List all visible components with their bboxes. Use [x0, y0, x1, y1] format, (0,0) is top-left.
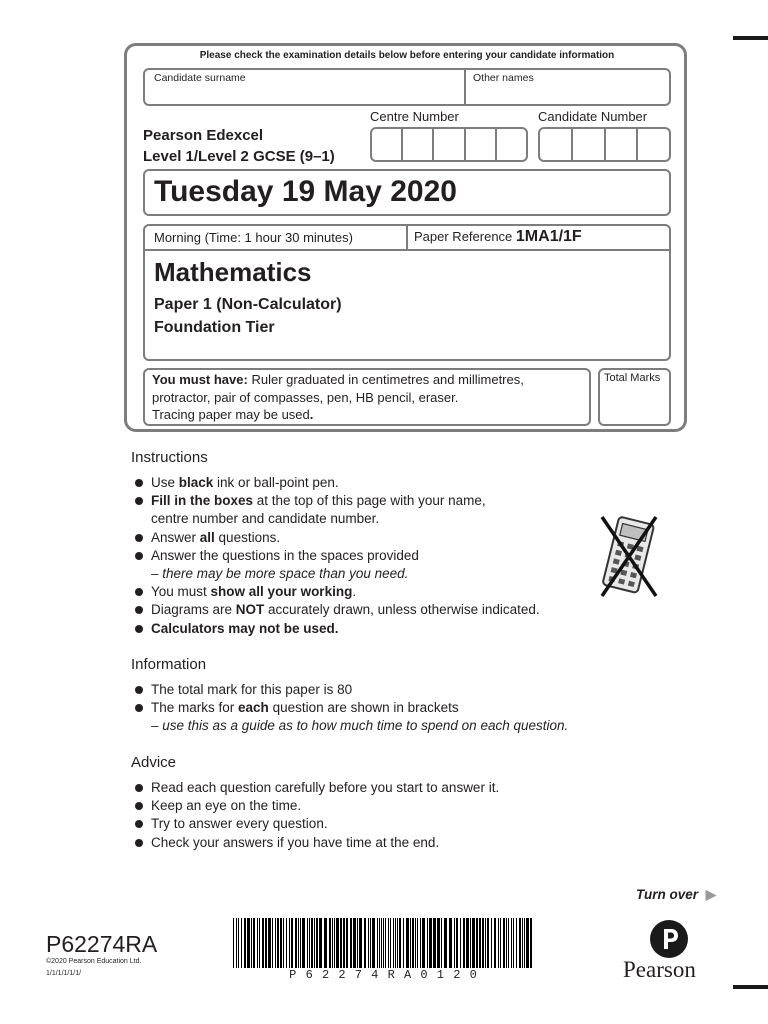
- centre-number-boxes[interactable]: [370, 127, 528, 162]
- barcode-bar: [324, 918, 327, 968]
- advice-list: [131, 779, 651, 852]
- print-code: 1/1/1/1/1/1/: [46, 970, 82, 977]
- barcode-text: P 6 2 2 7 4 R A 0 1 2 0: [289, 968, 478, 982]
- exam-date: Tuesday 19 May 2020: [154, 175, 457, 208]
- barcode-bar: [381, 918, 382, 968]
- barcode-bar: [472, 918, 475, 968]
- total-marks-label: Total Marks: [604, 372, 661, 384]
- barcode-bar: [463, 918, 465, 968]
- barcode-bar: [437, 918, 440, 968]
- barcode-bar: [319, 918, 322, 968]
- barcode-bar: [399, 918, 401, 968]
- candidate-surname-label: Candidate surname: [154, 72, 246, 84]
- barcode-bar: [456, 918, 458, 968]
- barcode-bar: [485, 918, 486, 968]
- barcode-bar: [427, 918, 428, 968]
- barcode-bar: [500, 918, 501, 968]
- list-item: Keep an eye on the time.: [131, 797, 651, 815]
- must-have-label: You must have:: [152, 372, 248, 387]
- barcode-bar: [298, 918, 299, 968]
- barcode-bar: [262, 918, 264, 968]
- barcode-bar: [295, 918, 297, 968]
- top-edge-mark: [733, 36, 768, 40]
- barcode-bar: [289, 918, 290, 968]
- list-item: Use black ink or ball-point pen.: [131, 474, 591, 492]
- must-have-end: .: [309, 407, 314, 422]
- barcode-bar: [340, 918, 342, 968]
- barcode-bar: [329, 918, 331, 968]
- barcode-bar: [466, 918, 469, 968]
- must-have-line2: protractor, pair of compasses, pen, HB pencil, eraser.: [152, 389, 459, 405]
- barcode-bar: [491, 918, 492, 968]
- barcode-bar: [277, 918, 279, 968]
- barcode: [233, 918, 534, 968]
- check-details-note: Please check the examination details below before entering your candidate information: [199, 50, 615, 61]
- barcode-bar: [247, 918, 250, 968]
- barcode-bar: [368, 918, 369, 968]
- bottom-edge-mark: [733, 985, 768, 989]
- barcode-bar: [236, 918, 237, 968]
- paper-code: P62274RA: [46, 931, 158, 957]
- barcode-bar: [385, 918, 386, 968]
- publisher-name: Pearson: [623, 957, 696, 982]
- barcode-bar: [508, 918, 509, 968]
- barcode-bar: [238, 918, 239, 968]
- advice-heading: Advice: [131, 754, 177, 771]
- exam-board-name: Pearson Edexcel: [143, 127, 264, 144]
- list-item: Calculators may not be used.: [131, 620, 591, 638]
- barcode-bar: [253, 918, 255, 968]
- barcode-bar: [334, 918, 335, 968]
- must-have-text: [152, 371, 582, 424]
- barcode-bar: [307, 918, 308, 968]
- barcode-bar: [316, 918, 318, 968]
- session-divider: [406, 224, 408, 250]
- barcode-bar: [275, 918, 276, 968]
- paper-reference-code: 1MA1/1F: [515, 228, 582, 245]
- pearson-logo-icon: [650, 920, 688, 958]
- barcode-bar: [259, 918, 260, 968]
- barcode-bar: [422, 918, 425, 968]
- turn-over-label: Turn over: [636, 887, 699, 902]
- barcode-bar: [357, 918, 358, 968]
- barcode-bar: [309, 918, 310, 968]
- candidate-number-boxes[interactable]: [538, 127, 671, 162]
- list-item: The total mark for this paper is 80: [131, 681, 651, 699]
- barcode-bar: [444, 918, 447, 968]
- barcode-bar: [476, 918, 478, 968]
- list-item: Answer the questions in the spaces provided – there may be more space than you need.: [131, 547, 591, 583]
- barcode-bar: [302, 918, 305, 968]
- paper-reference: [414, 228, 582, 246]
- barcode-bar: [429, 918, 432, 968]
- must-have-line3: Tracing paper may be used: [152, 407, 310, 422]
- no-calculator-icon: [598, 514, 660, 598]
- barcode-bar: [513, 918, 514, 968]
- barcode-bar: [370, 918, 371, 968]
- session-time: Morning (Time: 1 hour 30 minutes): [154, 230, 353, 245]
- information-list: [131, 681, 651, 736]
- barcode-bar: [359, 918, 362, 968]
- list-item: Check your answers if you have time at the end.: [131, 834, 651, 852]
- barcode-bar: [482, 918, 484, 968]
- barcode-bar: [311, 918, 313, 968]
- name-box-divider: [464, 68, 466, 106]
- barcode-bar: [388, 918, 389, 968]
- barcode-bar: [403, 918, 404, 968]
- barcode-bar: [519, 918, 521, 968]
- other-names-label: Other names: [473, 72, 534, 84]
- list-item: Diagrams are NOT accurately drawn, unless otherwise indicated.: [131, 601, 591, 619]
- list-item: Answer all questions.: [131, 529, 591, 547]
- barcode-bar: [272, 918, 273, 968]
- barcode-bar: [526, 918, 529, 968]
- barcode-bar: [420, 918, 421, 968]
- barcode-bar: [390, 918, 391, 968]
- barcode-bar: [372, 918, 375, 968]
- triangle-right-icon: ▶: [705, 887, 717, 902]
- barcode-bar: [353, 918, 356, 968]
- barcode-bar: [346, 918, 348, 968]
- list-item: The marks for each question are shown in brackets – use this as a guide as to how much time to spend on each question.: [131, 699, 651, 735]
- barcode-bar: [377, 918, 378, 968]
- barcode-bar: [511, 918, 512, 968]
- barcode-bar: [460, 918, 461, 968]
- barcode-bar: [503, 918, 505, 968]
- barcode-bar: [244, 918, 246, 968]
- instructions-heading: Instructions: [131, 449, 208, 466]
- barcode-bar: [291, 918, 293, 968]
- copyright: ©2020 Pearson Education Ltd.: [46, 958, 142, 965]
- barcode-bar: [343, 918, 345, 968]
- barcode-bar: [417, 918, 418, 968]
- barcode-bar: [441, 918, 442, 968]
- barcode-bar: [487, 918, 489, 968]
- must-have-line1: Ruler graduated in centimetres and millimetres,: [247, 372, 524, 387]
- subject-title: Mathematics: [154, 257, 312, 287]
- barcode-bar: [364, 918, 366, 968]
- barcode-bar: [280, 918, 282, 968]
- barcode-bar: [516, 918, 517, 968]
- barcode-bar: [522, 918, 523, 968]
- barcode-bar: [383, 918, 384, 968]
- list-item: Try to answer every question.: [131, 815, 651, 833]
- barcode-bar: [530, 918, 532, 968]
- barcode-bar: [494, 918, 496, 968]
- qualification-level: Level 1/Level 2 GCSE (9–1): [143, 148, 335, 165]
- barcode-bar: [415, 918, 416, 968]
- barcode-bar: [395, 918, 396, 968]
- barcode-bar: [286, 918, 287, 968]
- barcode-bar: [268, 918, 271, 968]
- barcode-bar: [412, 918, 414, 968]
- turn-over: [636, 887, 716, 903]
- barcode-bar: [283, 918, 284, 968]
- barcode-bar: [397, 918, 398, 968]
- barcode-bar: [241, 918, 242, 968]
- centre-number-label: Centre Number: [370, 109, 459, 124]
- barcode-bar: [332, 918, 333, 968]
- barcode-bar: [336, 918, 339, 968]
- barcode-bar: [251, 918, 252, 968]
- barcode-bar: [506, 918, 507, 968]
- tier-title: Foundation Tier: [154, 319, 275, 336]
- barcode-bar: [410, 918, 411, 968]
- barcode-bar: [433, 918, 436, 968]
- barcode-bar: [314, 918, 315, 968]
- information-heading: Information: [131, 656, 207, 673]
- instructions-list: [131, 474, 591, 638]
- paper-title: Paper 1 (Non-Calculator): [154, 296, 342, 313]
- barcode-bar: [524, 918, 525, 968]
- barcode-bar: [379, 918, 380, 968]
- list-item: Fill in the boxes at the top of this page with your name, centre number and candidate number.: [131, 492, 591, 528]
- barcode-bar: [300, 918, 301, 968]
- barcode-bar: [470, 918, 471, 968]
- barcode-bar: [454, 918, 455, 968]
- barcode-bar: [393, 918, 394, 968]
- barcode-bar: [233, 918, 234, 968]
- barcode-bar: [479, 918, 481, 968]
- candidate-number-label: Candidate Number: [538, 109, 648, 124]
- barcode-bar: [350, 918, 352, 968]
- barcode-bar: [449, 918, 452, 968]
- list-item: Read each question carefully before you start to answer it.: [131, 779, 651, 797]
- barcode-bar: [406, 918, 409, 968]
- list-item: You must show all your working.: [131, 583, 591, 601]
- paper-reference-label: Paper Reference: [414, 229, 513, 244]
- barcode-bar: [498, 918, 499, 968]
- barcode-bar: [257, 918, 258, 968]
- barcode-bar: [265, 918, 267, 968]
